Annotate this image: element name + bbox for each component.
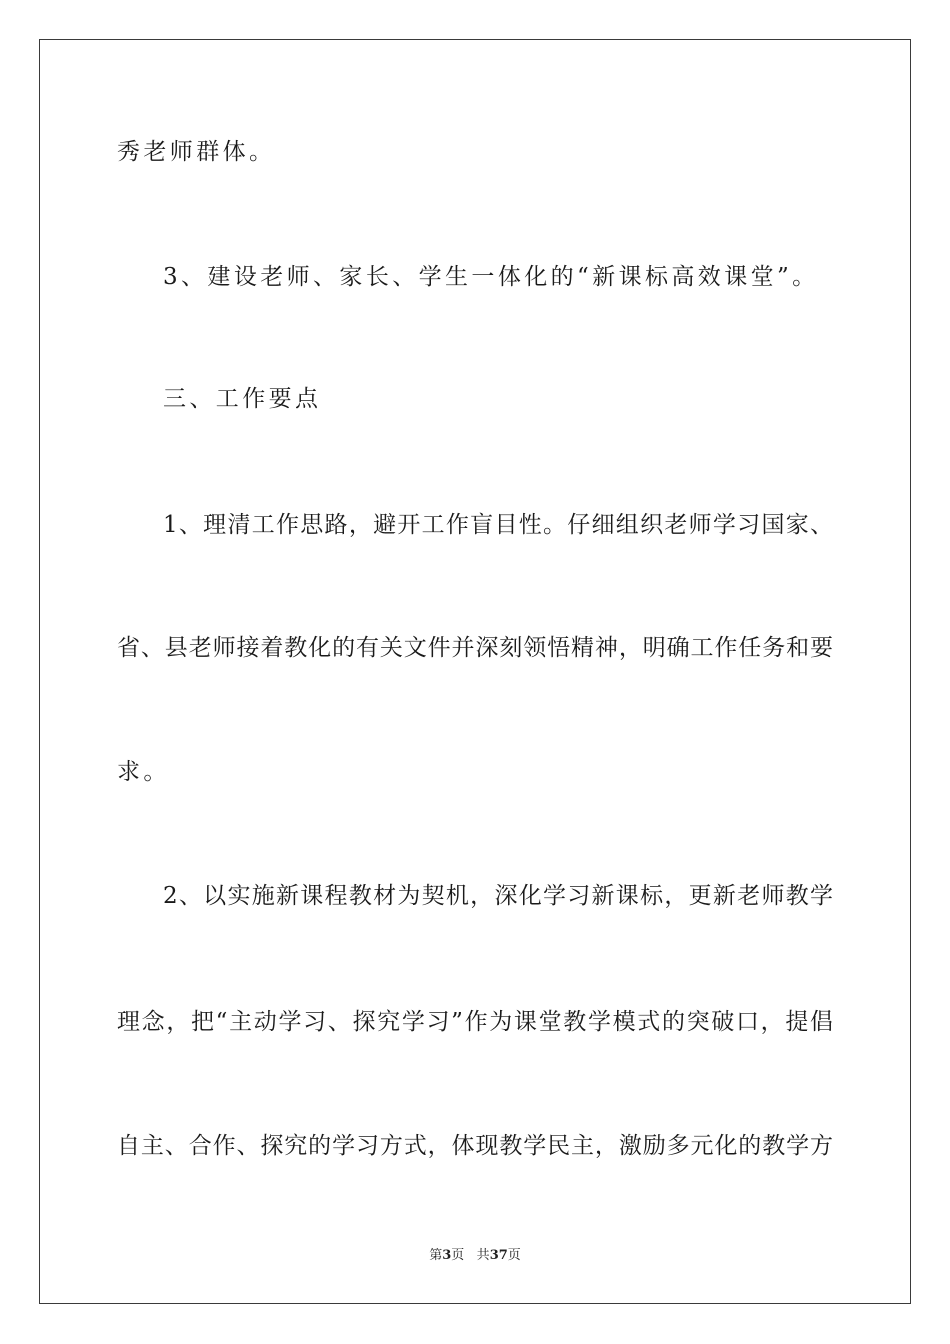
text-line-8: 理念，把“主动学习、探究学习”作为课堂教学模式的突破口，提倡	[117, 1009, 833, 1035]
total-pages: 37	[489, 1248, 508, 1263]
total-suffix: 页	[507, 1248, 521, 1263]
page-footer	[0, 1247, 950, 1265]
text-line-2: 3、建设老师、家长、学生一体化的“新课标高效课堂”。	[163, 264, 819, 290]
text-line-7: 2、以实施新课程教材为契机，深化学习新课标，更新老师教学	[163, 883, 833, 909]
text-line-4: 1、理清工作思路，避开工作盲目性。仔细组织老师学习国家、	[163, 512, 833, 538]
total-prefix: 共	[476, 1248, 490, 1263]
page-border	[39, 39, 911, 1304]
text-line-6: 求。	[117, 759, 170, 785]
text-line-5: 省、县老师接着教化的有关文件并深刻领悟精神，明确工作任务和要	[117, 635, 833, 661]
section-heading: 三、工作要点	[163, 386, 322, 412]
page-number: 3	[442, 1248, 452, 1263]
page-prefix: 第	[429, 1248, 443, 1263]
page-suffix: 页	[451, 1248, 465, 1263]
text-line-1: 秀老师群体。	[117, 139, 276, 165]
text-line-9: 自主、合作、探究的学习方式，体现教学民主，激励多元化的教学方	[117, 1133, 833, 1159]
